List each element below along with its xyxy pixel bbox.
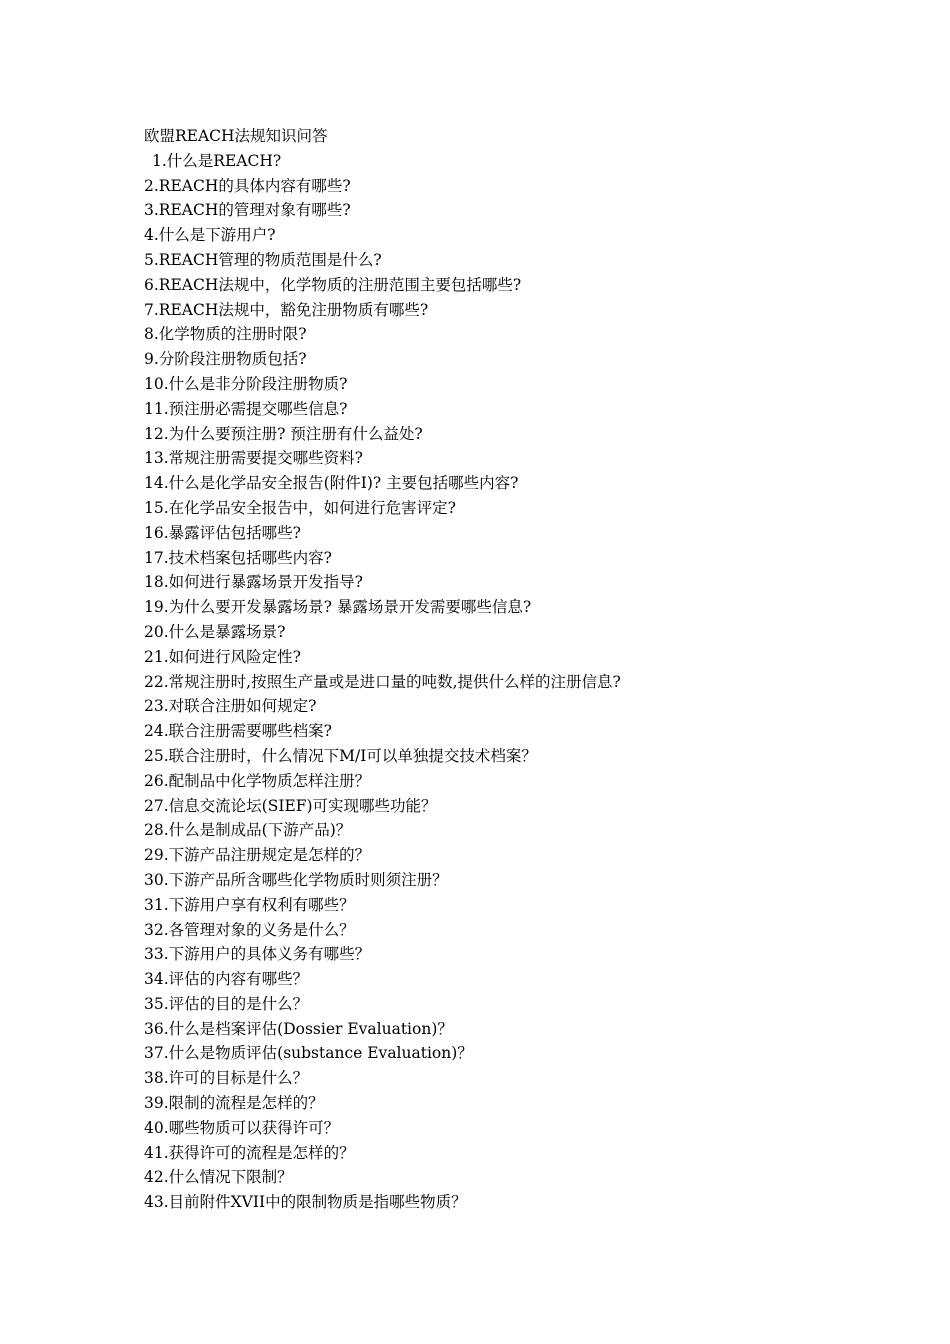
question-item: 24.联合注册需要哪些档案? xyxy=(144,722,332,741)
question-item: 36.什么是档案评估(Dossier Evaluation)？ xyxy=(144,1019,453,1038)
question-item: 30.下游产品所含哪些化学物质时则须注册？ xyxy=(144,870,448,889)
question-item: 41.获得许可的流程是怎样的？ xyxy=(144,1143,355,1162)
question-item: 23.对联合注册如何规定? xyxy=(144,697,317,716)
question-item: 26.配制品中化学物质怎样注册？ xyxy=(144,771,371,790)
question-item: 12.为什么要预注册? 预注册有什么益处? xyxy=(144,424,423,443)
question-item: 19.为什么要开发暴露场景? 暴露场景开发需要哪些信息? xyxy=(144,598,532,617)
question-item: 5.REACH管理的物质范围是什么? xyxy=(144,250,382,269)
question-item: 43.目前附件XVII中的限制物质是指哪些物质？ xyxy=(144,1193,467,1212)
question-item: 31.下游用户享有权利有哪些？ xyxy=(144,895,355,914)
question-item: 3.REACH的管理对象有哪些? xyxy=(144,201,351,220)
question-item: 11.预注册必需提交哪些信息? xyxy=(144,399,348,418)
question-item: 27.信息交流论坛(SIEF)可实现哪些功能？ xyxy=(144,796,437,815)
question-item: 15.在化学品安全报告中，如何进行危害评定? xyxy=(144,498,456,517)
question-item: 2.REACH的具体内容有哪些? xyxy=(144,176,351,195)
question-list xyxy=(144,149,844,1215)
question-item: 35.评估的目的是什么？ xyxy=(144,994,309,1013)
question-item: 9.分阶段注册物质包括? xyxy=(144,350,307,369)
question-item: 10.什么是非分阶段注册物质? xyxy=(144,374,348,393)
question-item: 33.下游用户的具体义务有哪些？ xyxy=(144,945,371,964)
question-item: 34.评估的内容有哪些？ xyxy=(144,970,309,989)
question-item: 7.REACH法规中，豁免注册物质有哪些? xyxy=(144,300,429,319)
question-item: 1.什么是REACH? xyxy=(152,151,282,170)
question-item: 18.如何进行暴露场景开发指导? xyxy=(144,573,363,592)
question-item: 29.下游产品注册规定是怎样的？ xyxy=(144,846,371,865)
question-item: 8.化学物质的注册时限? xyxy=(144,325,307,344)
question-item: 39.限制的流程是怎样的？ xyxy=(144,1094,324,1113)
question-item: 40.哪些物质可以获得许可？ xyxy=(144,1118,340,1137)
question-item: 6.REACH法规中，化学物质的注册范围主要包括哪些? xyxy=(144,275,522,294)
document-body xyxy=(144,124,844,1215)
question-item: 14.什么是化学品安全报告(附件I)? 主要包括哪些内容? xyxy=(144,474,519,493)
document-title: 欧盟REACH法规知识问答 xyxy=(144,127,328,145)
question-item: 28.什么是制成品(下游产品)？ xyxy=(144,821,352,840)
question-item: 38.许可的目标是什么？ xyxy=(144,1069,309,1088)
question-item: 16.暴露评估包括哪些? xyxy=(144,523,301,542)
question-item: 4.什么是下游用户? xyxy=(144,226,276,245)
question-item: 17.技术档案包括哪些内容? xyxy=(144,548,332,567)
question-item: 32.各管理对象的义务是什么？ xyxy=(144,920,355,939)
question-item: 22.常规注册时,按照生产量或是进口量的吨数,提供什么样的注册信息? xyxy=(144,672,621,691)
question-item: 20.什么是暴露场景? xyxy=(144,622,286,641)
question-item: 25.联合注册时，什么情况下M/I可以单独提交技术档案？ xyxy=(144,746,537,765)
question-item: 21.如何进行风险定性? xyxy=(144,647,301,666)
question-item: 13.常规注册需要提交哪些资料? xyxy=(144,449,363,468)
question-item: 37.什么是物质评估(substance Evaluation)？ xyxy=(144,1044,473,1063)
question-item: 42.什么情况下限制？ xyxy=(144,1168,293,1187)
